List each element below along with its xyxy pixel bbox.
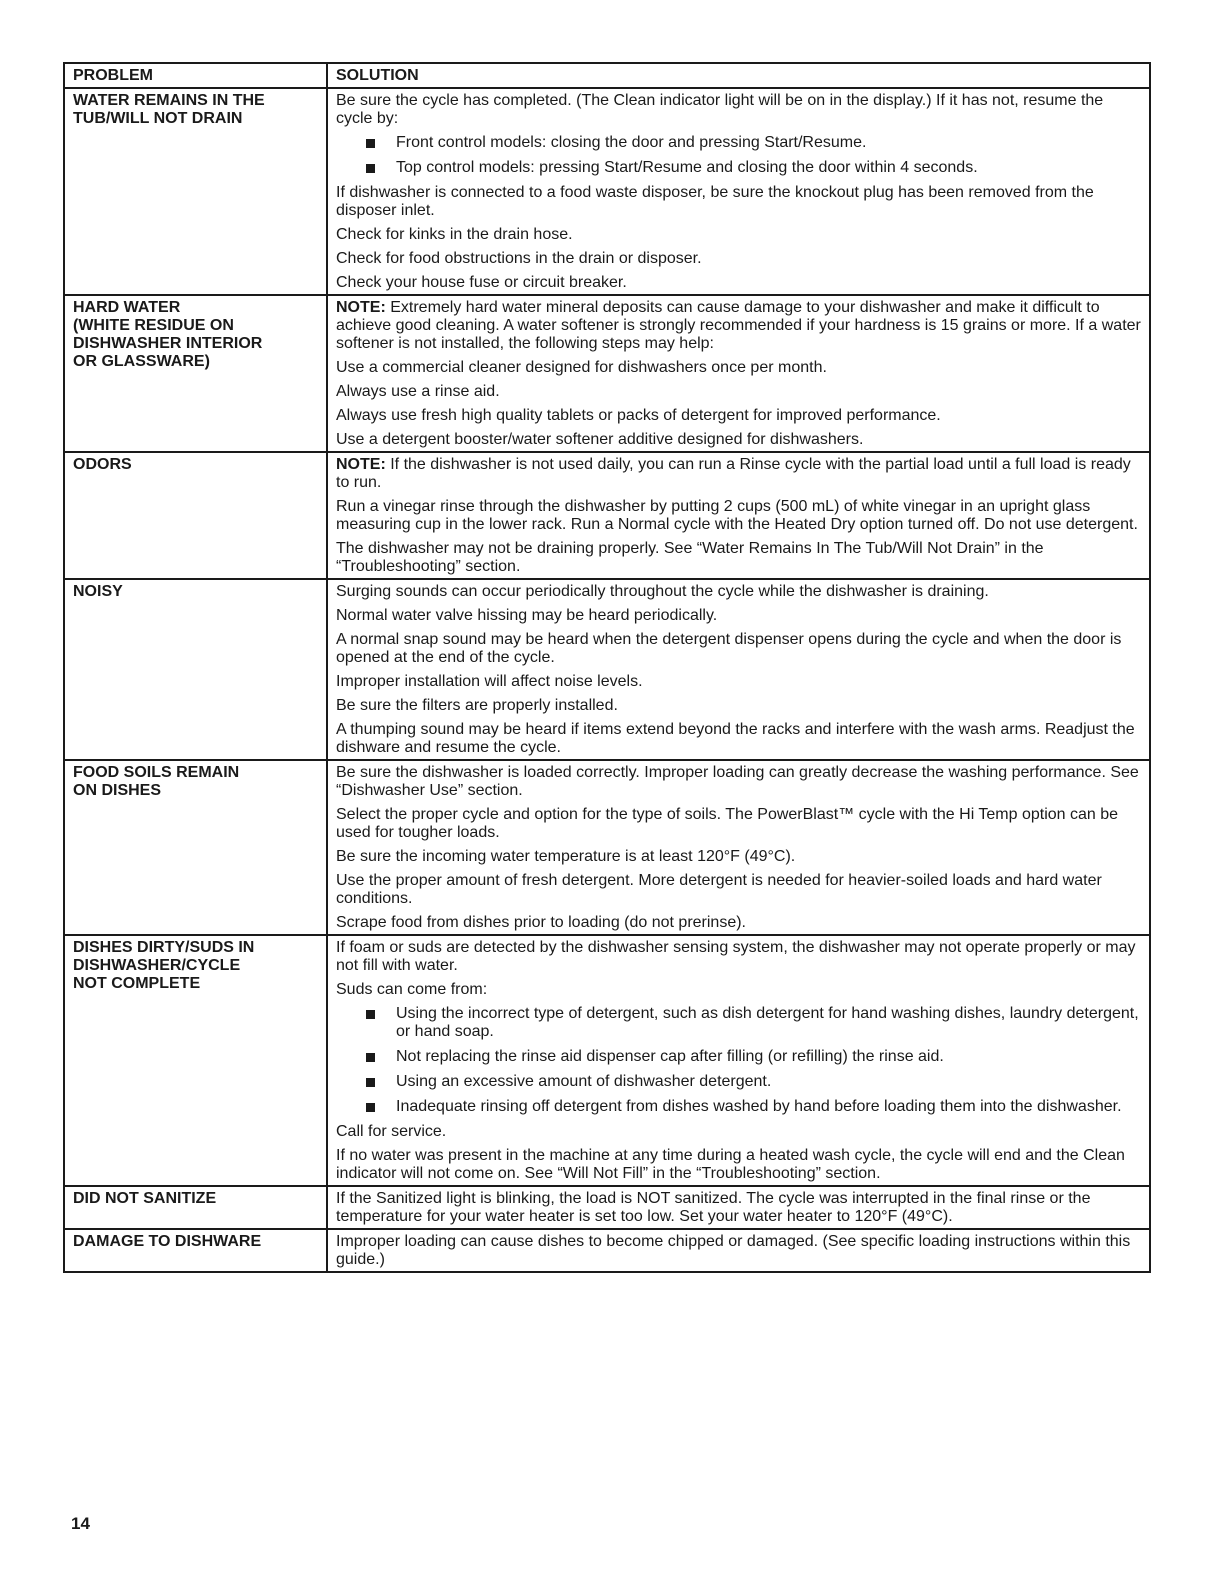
solution-text: Use the proper amount of fresh detergent. More detergent is needed for heavier-soiled loads and hard water conditions. — [336, 872, 1102, 907]
solution-text: If dishwasher is connected to a food waste disposer, be sure the knockout plug has been removed from the disposer inlet. — [336, 184, 1094, 219]
problem-label: DISHES DIRTY/SUDS IN — [73, 939, 255, 956]
square-bullet-icon — [366, 1103, 375, 1112]
solution-text: Always use fresh high quality tablets or packs of detergent for improved performance. — [336, 407, 941, 424]
list-item-text: Inadequate rinsing off detergent from dishes washed by hand before loading them into the dishwasher. — [396, 1098, 1122, 1115]
problem-cell — [64, 935, 327, 1186]
note-label: NOTE: — [336, 299, 386, 316]
problem-cell — [64, 452, 327, 579]
table-row — [64, 452, 1150, 579]
solution-text: A normal snap sound may be heard when the detergent dispenser opens during the cycle and when the door is opened at the end of the cycle. — [336, 631, 1122, 666]
solution-text: If the Sanitized light is blinking, the load is NOT sanitized. The cycle was interrupted in the final rinse or the temperature for your water heater is set too low. Set your water heater to 120°F (49°C). — [336, 1190, 1091, 1225]
solution-cell — [327, 88, 1150, 295]
problem-label: DAMAGE TO DISHWARE — [73, 1233, 262, 1250]
list-item-text: Top control models: pressing Start/Resume and closing the door within 4 seconds. — [396, 159, 978, 176]
list-item-text: Not replacing the rinse aid dispenser cap after filling (or refilling) the rinse aid. — [396, 1048, 944, 1065]
problem-label: DISHWASHER/CYCLE — [73, 957, 241, 974]
solution-cell — [327, 579, 1150, 760]
solution-text: Be sure the cycle has completed. (The Clean indicator light will be on in the display.) If it has not, resume the cycle by: — [336, 92, 1104, 127]
bullet-list — [336, 134, 1141, 177]
solution-text: Improper installation will affect noise levels. — [336, 673, 643, 690]
solution-text: Be sure the dishwasher is loaded correctly. Improper loading can greatly decrease the washing performance. See “Dishwasher Use” section. — [336, 764, 1139, 799]
list-item — [366, 1048, 1141, 1066]
table-row — [64, 935, 1150, 1186]
solution-cell — [327, 760, 1150, 935]
solution-text: Surging sounds can occur periodically throughout the cycle while the dishwasher is draining. — [336, 583, 989, 600]
note-label: NOTE: — [336, 456, 386, 473]
table-header-row — [64, 63, 1150, 88]
problem-cell — [64, 88, 327, 295]
problem-label: WATER REMAINS IN THE — [73, 92, 265, 109]
problem-label: NOISY — [73, 583, 123, 600]
solution-text: Select the proper cycle and option for the type of soils. The PowerBlast™ cycle with the Hi Temp option can be used for tougher loads. — [336, 806, 1119, 841]
list-item — [366, 1098, 1141, 1116]
solution-text: If foam or suds are detected by the dishwasher sensing system, the dishwasher may not operate properly or may not fill with water. — [336, 939, 1136, 974]
table-row — [64, 1186, 1150, 1229]
troubleshooting-table — [63, 62, 1151, 1273]
problem-label: DISHWASHER INTERIOR — [73, 335, 263, 352]
list-item — [366, 1005, 1141, 1041]
solution-text: Improper loading can cause dishes to become chipped or damaged. (See specific loading instructions within this guide.) — [336, 1233, 1131, 1268]
square-bullet-icon — [366, 1053, 375, 1062]
square-bullet-icon — [366, 139, 375, 148]
table-row — [64, 1229, 1150, 1272]
solution-cell — [327, 295, 1150, 452]
list-item-text: Using an excessive amount of dishwasher detergent. — [396, 1073, 772, 1090]
solution-text: Check your house fuse or circuit breaker. — [336, 274, 627, 291]
problem-label: HARD WATER — [73, 299, 181, 316]
square-bullet-icon — [366, 1078, 375, 1087]
note-paragraph — [336, 456, 1141, 492]
solution-cell — [327, 1229, 1150, 1272]
problem-cell — [64, 295, 327, 452]
solution-text: Be sure the filters are properly installed. — [336, 697, 618, 714]
solution-text: Run a vinegar rinse through the dishwasher by putting 2 cups (500 mL) of white vinegar in an upright glass measuring cup in the lower rack. Run a Normal cycle with the Heated Dry option turned off. Do not use detergent. — [336, 498, 1138, 533]
problem-cell — [64, 1229, 327, 1272]
solution-text: Call for service. — [336, 1123, 447, 1140]
solution-cell — [327, 935, 1150, 1186]
problem-label: OR GLASSWARE) — [73, 353, 210, 370]
solution-text: Use a commercial cleaner designed for dishwashers once per month. — [336, 359, 827, 376]
problem-cell — [64, 1186, 327, 1229]
solution-text: Scrape food from dishes prior to loading (do not prerinse). — [336, 914, 746, 931]
table-row — [64, 295, 1150, 452]
page-number: 14 — [71, 1514, 90, 1533]
table-row — [64, 760, 1150, 935]
problem-label: (WHITE RESIDUE ON — [73, 317, 234, 334]
solution-text: Always use a rinse aid. — [336, 383, 500, 400]
solution-text: A thumping sound may be heard if items extend beyond the racks and interfere with the wash arms. Readjust the dishware and resume the cycle. — [336, 721, 1135, 756]
problem-label: ODORS — [73, 456, 132, 473]
problem-label: FOOD SOILS REMAIN — [73, 764, 240, 781]
problem-label: ON DISHES — [73, 782, 162, 799]
solution-text: Check for kinks in the drain hose. — [336, 226, 573, 243]
list-item — [366, 134, 1141, 152]
problem-label: DID NOT SANITIZE — [73, 1190, 217, 1207]
list-item-text: Front control models: closing the door and pressing Start/Resume. — [396, 134, 867, 151]
solution-text: If no water was present in the machine at any time during a heated wash cycle, the cycle will end and the Clean indicator will not come on. See “Will Not Fill” in the “Troubleshooting” section. — [336, 1147, 1125, 1182]
note-text: If the dishwasher is not used daily, you can run a Rinse cycle with the partial load until a full load is ready to run. — [336, 456, 1131, 491]
list-item — [366, 1073, 1141, 1091]
solution-text: Be sure the incoming water temperature is at least 120°F (49°C). — [336, 848, 796, 865]
problem-cell — [64, 579, 327, 760]
problem-cell — [64, 760, 327, 935]
solution-cell — [327, 452, 1150, 579]
problem-label: TUB/WILL NOT DRAIN — [73, 110, 243, 127]
solution-text: Check for food obstructions in the drain or disposer. — [336, 250, 702, 267]
list-item-text: Using the incorrect type of detergent, such as dish detergent for hand washing dishes, laundry detergent, or hand soap. — [396, 1005, 1139, 1040]
solution-text: Use a detergent booster/water softener additive designed for dishwashers. — [336, 431, 864, 448]
table-row — [64, 88, 1150, 295]
note-text: Extremely hard water mineral deposits can cause damage to your dishwasher and make it difficult to achieve good cleaning. A water softener is strongly recommended if your hardness is 15 grains or more. If a water softener is not installed, the following steps may help: — [336, 299, 1141, 352]
bullet-list — [336, 1005, 1141, 1116]
solution-header: SOLUTION — [327, 63, 1150, 88]
problem-header: PROBLEM — [64, 63, 327, 88]
solution-text: Suds can come from: — [336, 981, 488, 998]
solution-text: The dishwasher may not be draining properly. See “Water Remains In The Tub/Will Not Drain” in the “Troubleshooting” section. — [336, 540, 1044, 575]
solution-cell — [327, 1186, 1150, 1229]
list-item — [366, 159, 1141, 177]
table-row — [64, 579, 1150, 760]
note-paragraph — [336, 299, 1141, 353]
square-bullet-icon — [366, 1010, 375, 1019]
solution-text: Normal water valve hissing may be heard periodically. — [336, 607, 718, 624]
square-bullet-icon — [366, 164, 375, 173]
problem-label: NOT COMPLETE — [73, 975, 201, 992]
